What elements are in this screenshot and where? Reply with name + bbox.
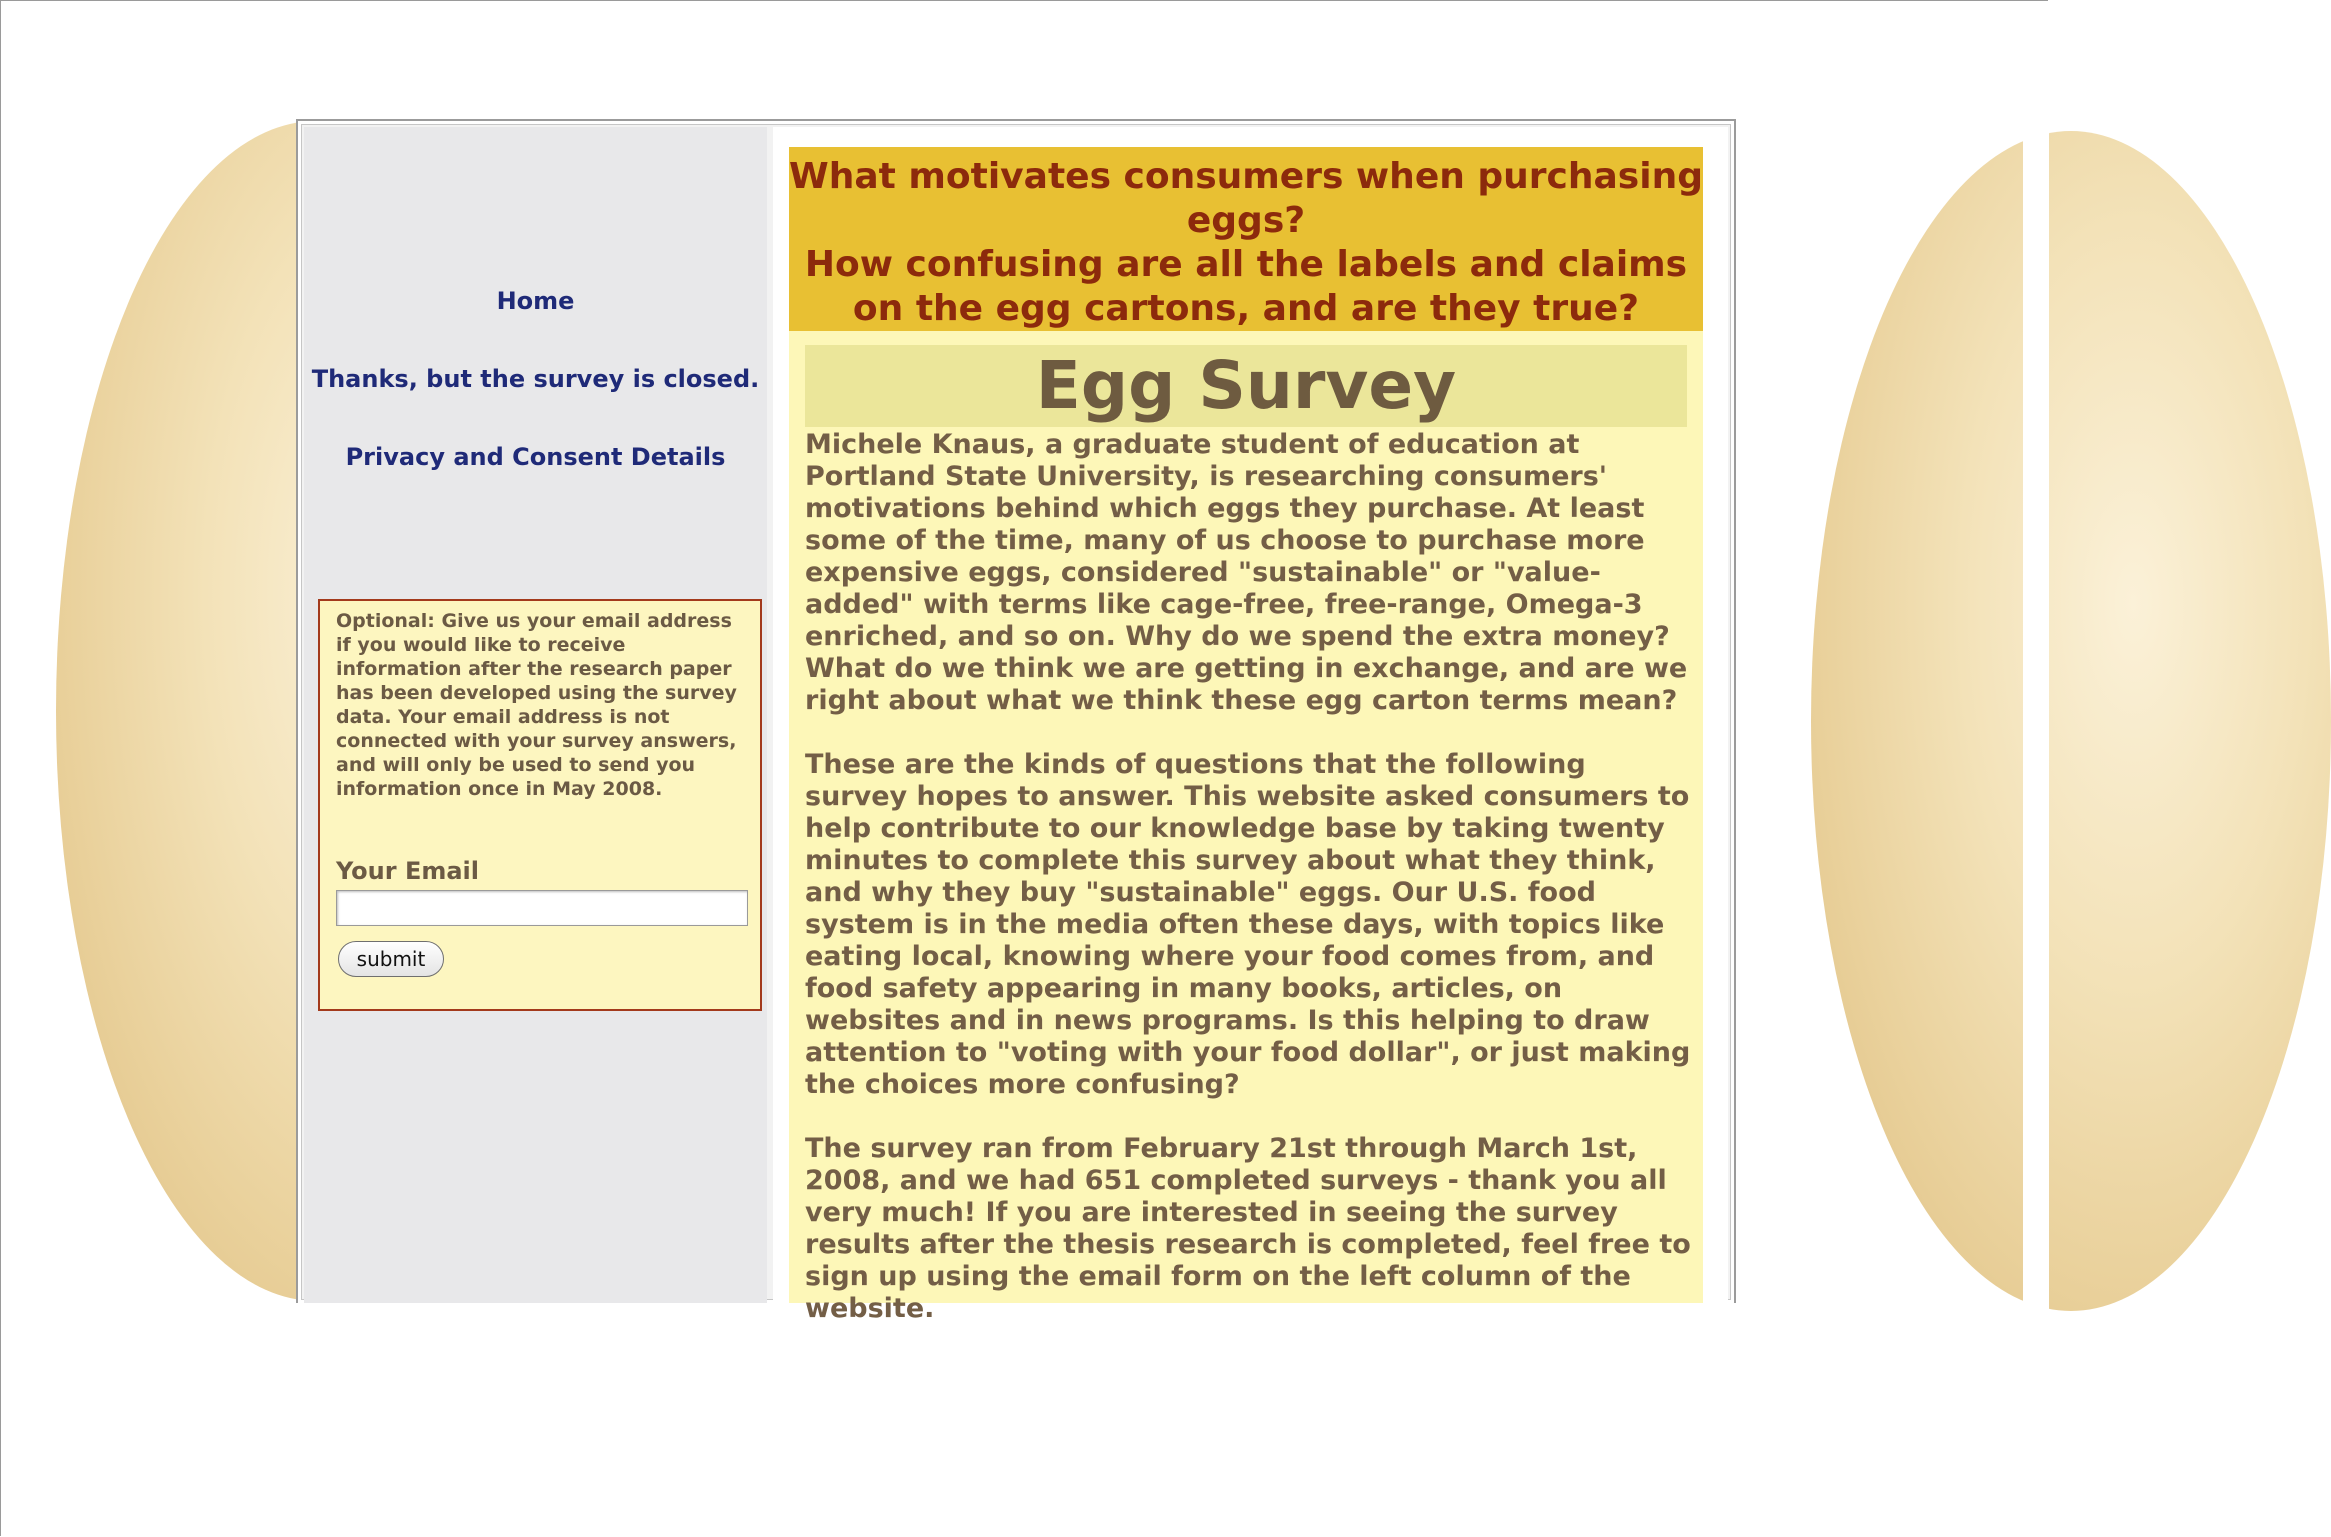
nav-link-home[interactable]: Home bbox=[496, 287, 575, 315]
banner-line-2: How confusing are all the labels and claims on the egg cartons, and are they true? bbox=[804, 244, 1688, 329]
email-signup-description: Optional: Give us your email address if you would like to receive information after the research paper has been developed using the survey data. Your email address is not connected with your survey answers, and will only be used to send you information once in May 2008. bbox=[336, 610, 737, 800]
right-edge-blank bbox=[2023, 1, 2049, 1537]
content-panel bbox=[789, 331, 1703, 1324]
email-field-label: Your Email bbox=[336, 857, 479, 885]
page-title: Egg Survey bbox=[805, 345, 1687, 427]
email-signup-box bbox=[318, 599, 762, 1011]
background-egg-right bbox=[1811, 131, 2331, 1311]
banner-line-1: What motivates consumers when purchasing eggs? bbox=[789, 156, 1703, 241]
main-content-column bbox=[773, 127, 1728, 1324]
paragraph-questions: These are the kinds of questions that the following survey hopes to answer. This website asked consumers to help contribute to our knowledge base by taking twenty minutes to complete this survey about what they think, and why they buy "sustainable" eggs. Our U.S. food system is in the media often these days, with topics like eating local, knowing where your food comes from, and food safety appearing in many books, articles, on websites and in news programs. Is this helping to draw attention to "voting with your food dollar", or just making the choices more confusing? bbox=[805, 749, 1691, 1100]
nav-link-privacy-consent[interactable]: Privacy and Consent Details bbox=[345, 443, 726, 471]
header-banner bbox=[789, 147, 1703, 331]
article-body bbox=[805, 429, 1697, 1357]
paragraph-intro: Michele Knaus, a graduate student of education at Portland State University, is researching consumers' motivations behind which eggs they purchase. At least some of the time, many of us choose to purchase more expensive eggs, considered "sustainable" or "value-added" with terms like cage-free, free-range, Omega-3 enriched, and so on. Why do we spend the extra money? What do we think we are getting in exchange, and are we right about what we think these egg carton terms mean? bbox=[805, 429, 1688, 716]
submit-button[interactable]: submit bbox=[338, 941, 444, 977]
page-container bbox=[296, 119, 1736, 1324]
left-sidebar bbox=[304, 127, 767, 1303]
email-field[interactable] bbox=[336, 890, 748, 926]
paragraph-results: The survey ran from February 21st through March 1st, 2008, and we had 651 completed surveys - thank you all very much! If you are interested in seeing the survey results after the thesis research is completed, feel free to sign up using the email form on the left column of the website. bbox=[805, 1133, 1691, 1324]
nav-link-survey-closed[interactable]: Thanks, but the survey is closed. bbox=[311, 365, 760, 393]
